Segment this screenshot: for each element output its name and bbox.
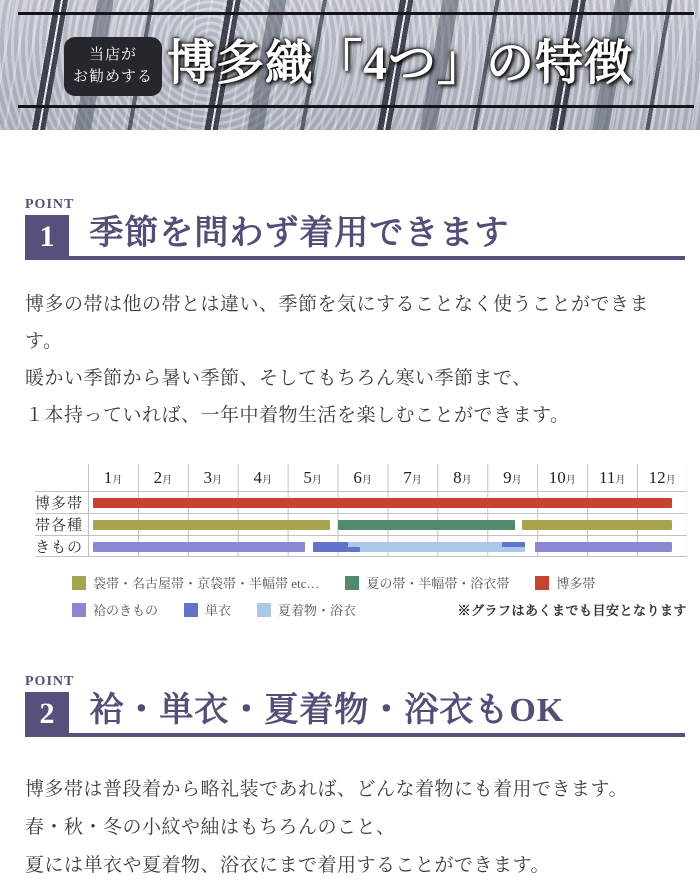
chart-bar-teal xyxy=(338,520,515,530)
point2-number-badge: 2 xyxy=(25,692,69,736)
chart-bar-blue xyxy=(348,547,360,552)
chart-row-label: 博多帯 xyxy=(35,496,84,512)
chart-row xyxy=(35,491,687,513)
legend-label: 袷のきもの xyxy=(93,603,159,618)
chart-row xyxy=(35,513,687,535)
badge-line2: お勧めする xyxy=(72,68,153,85)
legend-swatch-blue xyxy=(184,603,198,617)
month-label: 8月 xyxy=(453,468,472,487)
point1-number-badge: 1 xyxy=(25,215,69,259)
legend-label: 夏の帯・半幅帯・浴衣帯 xyxy=(366,576,510,591)
month-label: 6月 xyxy=(353,468,372,487)
point2-word: POINT xyxy=(25,674,75,689)
point2-title: 袷・単衣・夏着物・浴衣もOK xyxy=(89,691,565,729)
chart-disclaimer-note: ※グラフはあくまでも目安となります xyxy=(457,603,687,618)
legend-swatch-purple xyxy=(72,603,86,617)
point1-heading xyxy=(25,198,685,260)
chart-row-label: 帯各種 xyxy=(35,518,84,534)
point2-paragraph xyxy=(25,771,685,885)
month-label: 11月 xyxy=(598,468,626,487)
chart-bar-purple xyxy=(93,542,305,552)
chart-bar-red xyxy=(93,498,672,508)
month-label: 5月 xyxy=(303,468,322,487)
point1-word: POINT xyxy=(25,197,75,212)
point2-line3: 夏には単衣や夏着物、浴衣にまで着用することができます。 xyxy=(25,855,550,876)
point1-line2: 暖かい季節から暑い季節、そしてもちろん寒い季節まで、 xyxy=(25,368,532,389)
season-chart-section xyxy=(0,464,700,619)
legend-label: 博多帯 xyxy=(556,576,596,591)
chart-bar-olive xyxy=(93,520,330,530)
chart-legend xyxy=(72,573,687,619)
hero-banner xyxy=(0,0,700,130)
point2-line1: 博多帯は普段着から略礼装であれば、どんな着物にも着用できます。 xyxy=(25,779,628,800)
legend-item xyxy=(257,600,356,619)
legend-row xyxy=(72,573,687,592)
point2-section xyxy=(0,675,700,885)
legend-label: 単衣 xyxy=(205,603,232,618)
legend-swatch-lightblue xyxy=(257,603,271,617)
chart-row xyxy=(35,535,687,557)
legend-swatch-olive xyxy=(72,576,86,590)
month-label: 2月 xyxy=(153,468,173,487)
legend-row xyxy=(72,600,687,619)
chart-corner-spacer xyxy=(35,464,88,491)
point1-line1: 博多の帯は他の帯とは違い、季節を気にすることなく使うことができます。 xyxy=(25,294,650,352)
badge-line1: 当店が xyxy=(88,46,137,63)
month-label: 12月 xyxy=(648,468,676,487)
legend-item xyxy=(345,573,509,592)
legend-item xyxy=(72,600,158,619)
chart-bar-purple xyxy=(535,542,672,552)
point1-line3: １本持っていれば、一年中着物生活を楽しむことができます。 xyxy=(25,405,570,426)
chart-row-track xyxy=(88,514,687,535)
point1-paragraph xyxy=(25,286,685,434)
chart-bar-blue xyxy=(313,542,348,552)
month-label: 1月 xyxy=(103,468,123,487)
month-label: 10月 xyxy=(548,468,576,487)
legend-item xyxy=(184,600,231,619)
chart-bar-olive xyxy=(522,520,672,530)
month-label: 9月 xyxy=(503,468,522,487)
shop-recommend-badge xyxy=(64,37,162,96)
season-usage-chart xyxy=(35,464,687,557)
page-title: 博多織「4つ」の特徴 xyxy=(167,37,634,90)
point1-marker xyxy=(25,198,74,259)
month-label: 3月 xyxy=(203,468,223,487)
chart-row-track xyxy=(88,536,687,556)
month-label: 4月 xyxy=(253,468,272,487)
point2-heading xyxy=(25,675,685,737)
legend-item xyxy=(72,573,319,592)
legend-label: 袋帯・名古屋帯・京袋帯・半幅帯 etc… xyxy=(93,576,320,591)
legend-swatch-teal xyxy=(345,576,359,590)
hero-bottom-rule xyxy=(18,105,694,108)
hero-top-rule xyxy=(18,12,694,15)
chart-row-track xyxy=(88,492,687,513)
point2-line2: 春・秋・冬の小紋や紬はもちろんのこと、 xyxy=(25,817,396,838)
point2-marker xyxy=(25,675,74,736)
month-label: 7月 xyxy=(403,468,422,487)
chart-bar-lightblue xyxy=(345,542,525,552)
chart-bar-blue xyxy=(502,542,524,547)
point1-title: 季節を問わず着用できます xyxy=(89,214,510,252)
legend-swatch-red xyxy=(535,576,549,590)
legend-item xyxy=(535,573,595,592)
chart-row-label: きもの xyxy=(35,539,84,556)
point1-section xyxy=(0,198,700,434)
legend-label: 夏着物・浴衣 xyxy=(278,603,357,618)
